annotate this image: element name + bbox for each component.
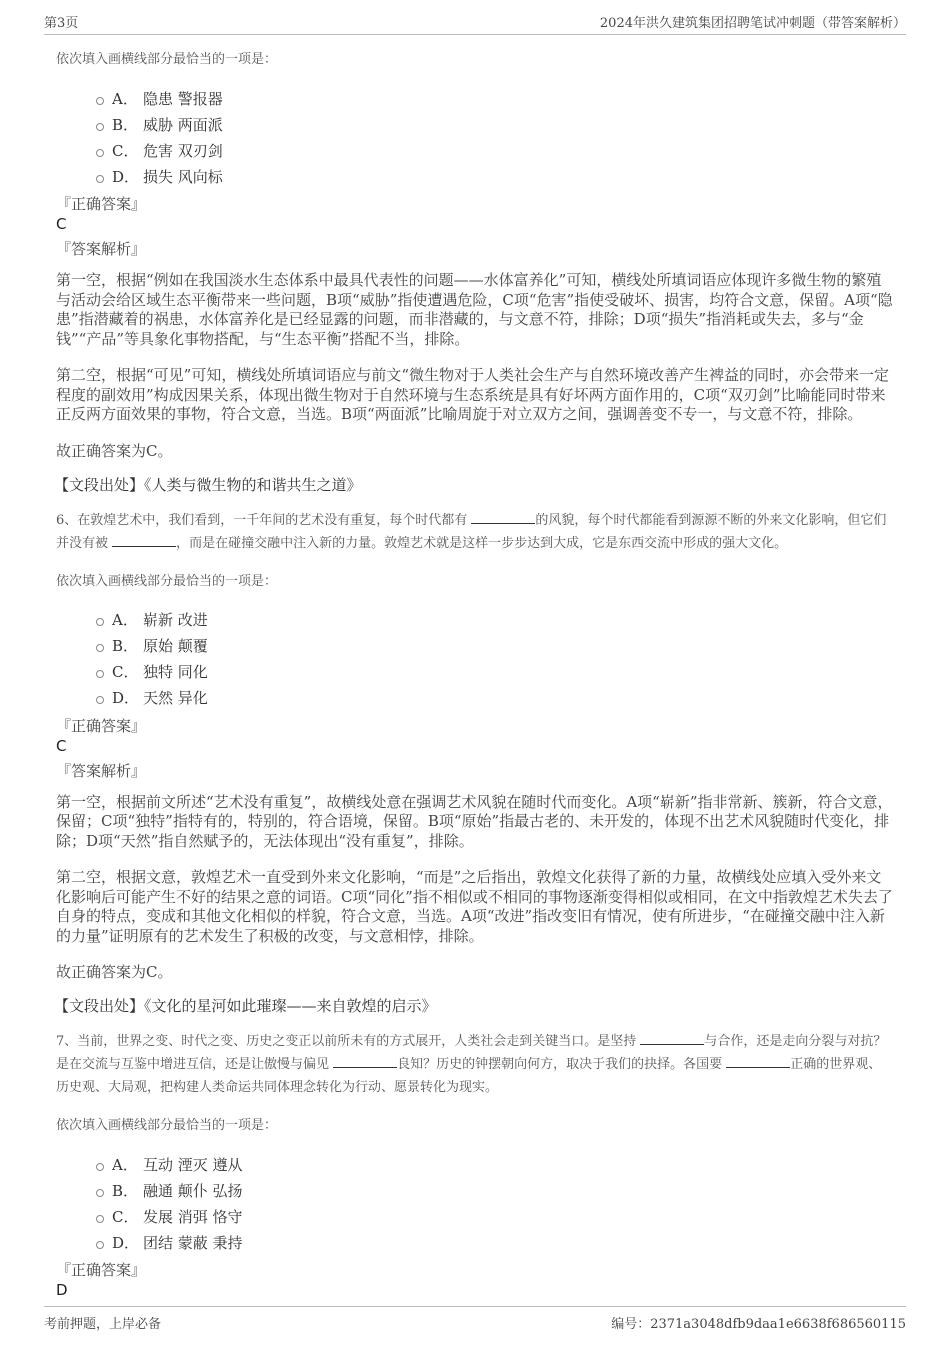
option-letter: D．	[112, 167, 140, 186]
radio-icon[interactable]	[96, 123, 104, 131]
options-list	[96, 1151, 894, 1255]
option-a[interactable]	[96, 607, 894, 633]
blank-line	[112, 533, 176, 547]
option-a[interactable]	[96, 85, 894, 111]
blank-line	[640, 1031, 704, 1045]
option-text: 独特 同化	[143, 663, 208, 681]
option-text: 原始 颠覆	[143, 637, 208, 655]
question-stem	[56, 509, 894, 555]
conclusion: 故正确答案为C。	[56, 963, 173, 981]
code-label: 编号：	[611, 1317, 651, 1332]
option-text: 融通 颠仆 弘扬	[143, 1181, 243, 1200]
answer-label: 『正确答案』	[56, 195, 147, 213]
answer-value: C	[56, 736, 67, 755]
question-stem	[56, 1030, 894, 1099]
page-number: 第3页	[44, 16, 79, 31]
option-text: 危害 双刃剑	[143, 141, 223, 160]
option-d[interactable]	[96, 163, 894, 189]
blank-line	[471, 510, 535, 524]
document-body	[56, 48, 894, 1303]
source-citation: 【文段出处】《文化的星河如此璀璨——来自敦煌的启示》	[54, 997, 437, 1015]
option-letter: D．	[112, 689, 140, 707]
analysis-paragraph: 第一空，根据前文所述“艺术没有重复”，故横线处意在强调艺术风貌在随时代而变化。A项“崭新”指非常新、簇新，符合文意，保留；C项“独特”指特有的，特别的，符合语境，保留。B项“原始”指最古老的、未开发的，体现不出艺术风貌随时代变化，排除；D项“天然”指自然赋予的，无法体现出“没有重复”，排除。	[56, 792, 893, 850]
analysis-label: 『答案解析』	[56, 761, 147, 780]
stem-text: 6、在敦煌艺术中，我们看到，一千年间的艺术没有重复，每个时代都有	[56, 512, 472, 528]
option-letter: C．	[112, 1207, 139, 1226]
document-code	[611, 1313, 906, 1332]
option-text: 崭新 改进	[143, 611, 208, 629]
options-list	[96, 85, 894, 189]
radio-icon[interactable]	[96, 618, 104, 626]
stem-text: 良知？历史的钟摆朝向何方，取决于我们的抉择。各国要	[397, 1057, 727, 1072]
question-6	[56, 509, 894, 1017]
stem-text: ，而是在碰撞交融中注入新的力量。敦煌艺术就是这样一步步达到大成，它是东西交流中形成的强大文化。	[176, 535, 788, 551]
option-letter: A．	[112, 89, 138, 108]
page-footer	[44, 1306, 906, 1332]
option-text: 天然 异化	[143, 689, 208, 707]
radio-icon[interactable]	[96, 1215, 104, 1223]
stem-text: 与合作，还是走向分裂与对抗？是在交流与互鉴中增进互信，还是让傲慢与偏见	[56, 1034, 887, 1072]
option-text: 互动 湮灭 遵从	[143, 1155, 243, 1174]
option-b[interactable]	[96, 1177, 894, 1203]
option-c[interactable]	[96, 659, 894, 685]
radio-icon[interactable]	[96, 670, 104, 678]
analysis-paragraph: 第一空，根据“例如在我国淡水生态体系中最具代表性的问题——水体富养化”可知，横线处所填词语应体现许多微生物的繁殖与活动会给区域生态平衡带来一些问题，B项“威胁”指使遭遇危险，C项“危害”指使受破坏、损害，均符合文意，保留。A项“隐患”指潜藏着的祸患，水体富养化是已经显露的问题，而非潜藏的，与文意不符，排除；D项“损失”指消耗或失去，多与“金钱”“产品”等具象化事物搭配，与“生态平衡”搭配不当，排除。	[56, 271, 893, 348]
radio-icon[interactable]	[96, 1163, 104, 1171]
analysis-paragraph: 第二空，根据“可见”可知，横线处所填词语应与前文“微生物对于人类社会生产与自然环境改善产生裨益的同时，亦会带来一定程度的副效用”构成因果关系，体现出微生物对于自然环境与生态系统是具有好坏两方面作用的，C项“双刃剑”比喻能同时带来正反两方面效果的事物，符合文意，当选。B项“两面派”比喻周旋于对立双方之间，强调善变不专一，与文意不符，排除。	[56, 366, 890, 423]
radio-icon[interactable]	[96, 1189, 104, 1197]
option-text: 威胁 两面派	[143, 115, 223, 134]
radio-icon[interactable]	[96, 149, 104, 157]
answer-value: C	[56, 215, 67, 233]
option-b[interactable]	[96, 111, 894, 137]
option-letter: A．	[112, 611, 138, 629]
radio-icon[interactable]	[96, 696, 104, 704]
option-a[interactable]	[96, 1151, 894, 1177]
blank-line	[333, 1054, 397, 1068]
stem-text: 的风貌，每个时代都能看到源源不断的外来文化影响，但它们并没有被	[56, 512, 887, 551]
conclusion: 故正确答案为C。	[56, 441, 173, 460]
page-header	[44, 12, 906, 35]
option-letter: D．	[112, 1233, 140, 1252]
question-prompt: 依次填入画横线部分最恰当的一项是：	[56, 52, 278, 67]
question-prompt: 依次填入画横线部分最恰当的一项是：	[56, 573, 278, 589]
option-text: 损失 风向标	[143, 167, 223, 186]
option-letter: B．	[112, 637, 139, 655]
option-text: 团结 蒙蔽 秉持	[143, 1233, 243, 1252]
radio-icon[interactable]	[96, 97, 104, 105]
option-c[interactable]	[96, 137, 894, 163]
option-b[interactable]	[96, 633, 894, 659]
radio-icon[interactable]	[96, 644, 104, 652]
option-d[interactable]	[96, 685, 894, 711]
radio-icon[interactable]	[96, 1241, 104, 1249]
option-letter: C．	[112, 141, 139, 160]
option-letter: C．	[112, 663, 139, 681]
source-citation: 【文段出处】《人类与微生物的和谐共生之道》	[54, 475, 362, 494]
option-letter: B．	[112, 115, 139, 134]
answer-value: D	[56, 1281, 68, 1299]
option-d[interactable]	[96, 1229, 894, 1255]
stem-text: 7、当前，世界之变、时代之变、历史之变正以前所未有的方式展开，人类社会走到关键当口。是坚持	[56, 1034, 641, 1049]
footer-slogan: 考前押题，上岸必备	[44, 1317, 162, 1332]
option-text: 发展 消弭 恪守	[143, 1207, 243, 1226]
analysis-label: 『答案解析』	[56, 240, 147, 258]
option-text: 隐患 警报器	[143, 89, 223, 108]
blank-line	[726, 1054, 790, 1068]
stem-text: 正确的世界观、历史观、大局观，把构建人类命运共同体理念转化为行动、愿景转化为现实。	[56, 1057, 882, 1095]
option-c[interactable]	[96, 1203, 894, 1229]
document-title: 2024年洪久建筑集团招聘笔试冲刺题（带答案解析）	[599, 16, 906, 31]
option-letter: A．	[112, 1155, 138, 1174]
radio-icon[interactable]	[96, 175, 104, 183]
question-7	[56, 1030, 894, 1300]
option-letter: B．	[112, 1181, 139, 1200]
analysis-paragraph: 第二空，根据文意，敦煌艺术一直受到外来文化影响，“而是”之后指出，敦煌文化获得了新的力量，故横线处应填入受外来文化影响后可能产生不好的结果之意的词语。C项“同化”指不相似或不相同的事物逐渐变得相似或相同，在文中指敦煌艺术失去了自身的特点，变成和其他文化相似的样貌，符合文意，当选。A项“改进”指改变旧有情况，使有所进步，“在碰撞交融中注入新的力量”证明原有的艺术发生了积极的改变，与文意相悖，排除。	[56, 868, 893, 945]
answer-label: 『正确答案』	[56, 1261, 147, 1279]
question-prompt: 依次填入画横线部分最恰当的一项是：	[56, 1118, 278, 1133]
code-value: 2371a3048dfb9daa1e6638f686560115	[650, 1317, 906, 1332]
question-5	[56, 48, 894, 495]
options-list	[96, 607, 894, 711]
answer-label: 『正确答案』	[56, 716, 147, 735]
